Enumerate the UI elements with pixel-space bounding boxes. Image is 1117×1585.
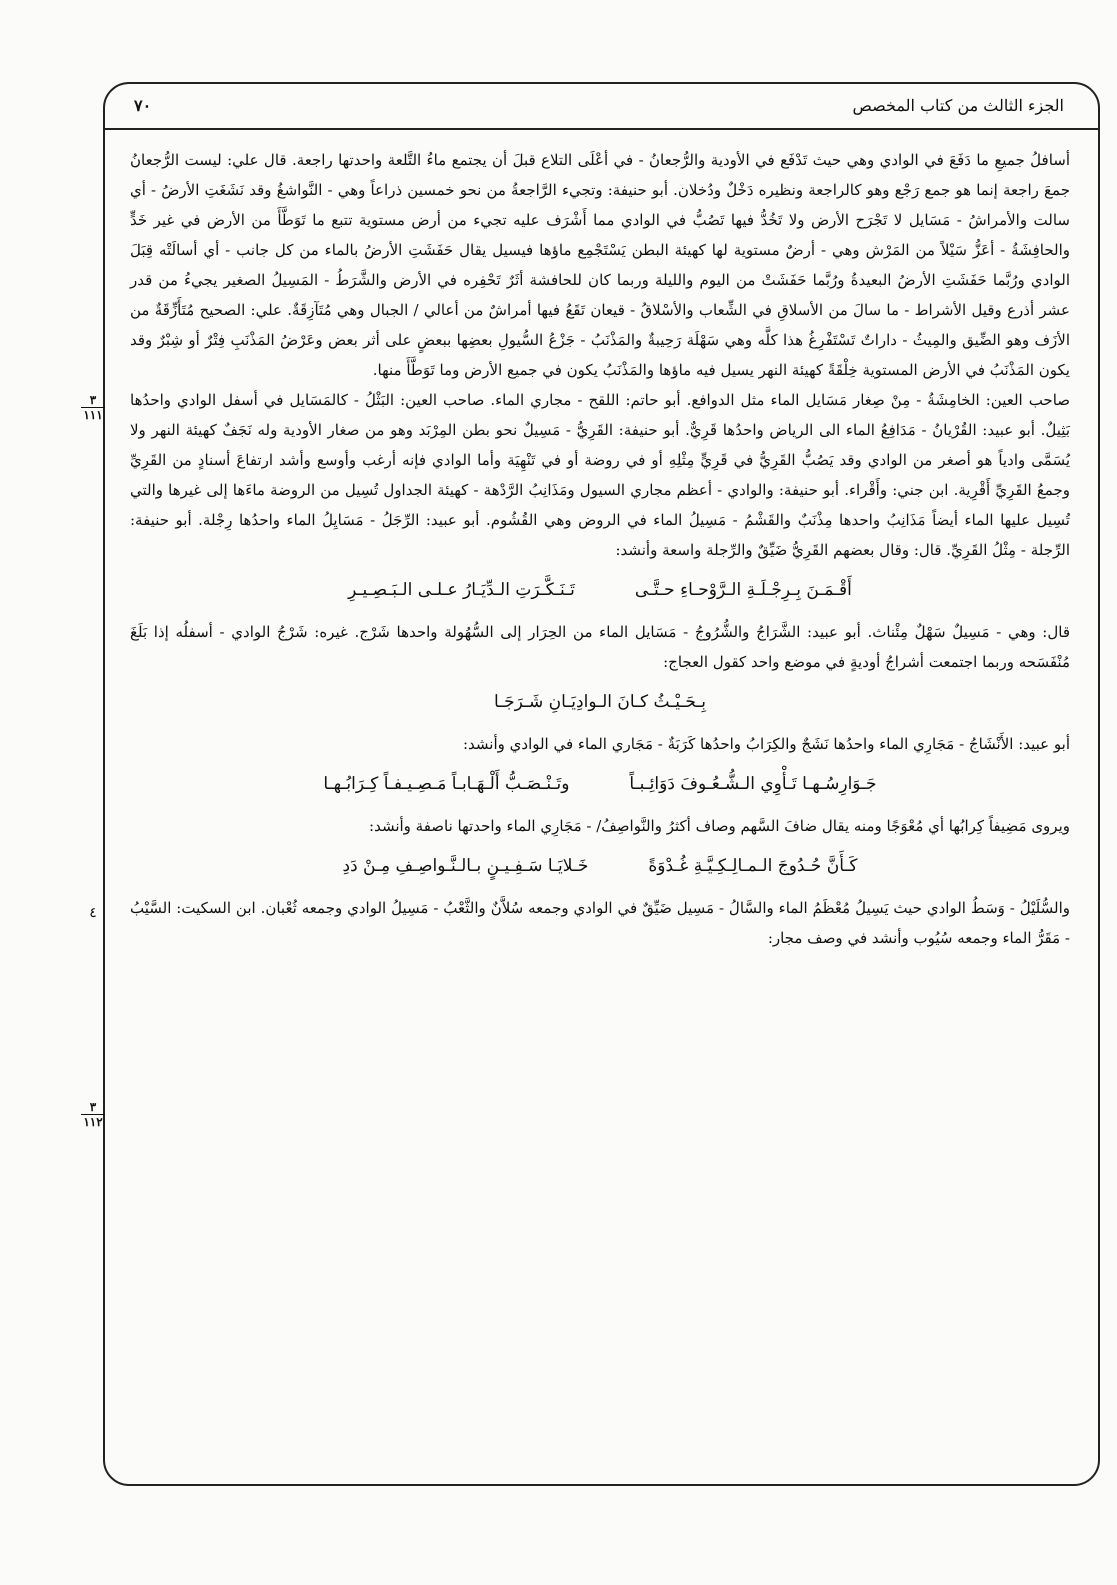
paragraph: أسافلُ جميعِ ما دَفَعَ في الوادي وهي حيث تَدْفَع في الأودية والرُّجعانُ - في أعْلَى التلاع قبلَ أن يجتمع ماءُ التَّلعة واحدتها راجعة. قال علي: ليست الرُّجعانُ جمعَ راجعة إنما هو جمع رَجْع وهو كالراجعة ونظيره دَخْلٌ ودُخلان. أبو حنيفة: وتجيء الرَّاجعةُ من نحو خمسين ذراعاً وهي - النَّواشغُ وقد نَشَغَتِ الأرضُ - أي سالت والأمراشُ - مَسَايل لا تَجْرَح الأرض ولا تَخُدُّ فيها تَصُبُّ في الوادي مما أَشْرَف عليه تجيء من أرض مستوية تتبع ما تَوَطَّأَ من الأرض في غير خَدٍّ والحافِشَةُ - أعَزُّ سَيْلاً من المَرْش وهي - أرضٌ مستوية لها كهيئة البطن يَسْتَجْمِع ماؤها فيسيل يقال حَفَشَتِ الأرضُ بالماء من كل جانب - أي أسالَتْه قِبَلَ الوادي ورُبَّما حَفَشَتِ الأرضُ البعيدةُ ورُبَّما حَفَشَتْ من اليوم والليلة وربما كان للحافشة أثَرٌ تَحْفِره في الأرض والشَّرَطُ - المَسِيلُ الصغير يجيءُ من قدر عشر أذرع وقيل الأشراط - ما سالَ من الأسلاقِ في الشِّعاب والأسْلاقُ - قيعان تَقَعُ فيها أمراشٌ من أعالي / الجبال وهي مُتَآزِقَةٌ. علي: الصحيح مُتَأَزِّقَةٌ من الأزَف وهو الضِّيق والمِيثُ - داراتٌ تَسْتَفْرِغُ هذا كلَّه وهي سَهْلَة رَحِيبةٌ والمَذْنَبُ - جَزْعُ السُّيولِ بعضِها ببعضٍ على أثر بعض وعَرْضُ المَذْنَبِ فِتْرٌ أو شِبْرٌ وقد يكون المَذْنَبُ في الأرض المستوية خِلْقَةً كهيئة النهر يسيل فيه ماؤها والمَذْنَبُ يكون في جميع الأرض وما تَوَطَّأَ منها. (130, 151, 1070, 379)
verse-hemistich: أَقْـمَـنَ بِـرِجْـلَـةِ الـرَّوْحـاءِ حـتَّـى (634, 580, 852, 600)
book-title: الجزء الثالث من كتاب المخصص (852, 95, 1064, 115)
main-text (130, 145, 1070, 953)
margin-note-bottom: ١١٢ (81, 1114, 105, 1129)
verse-hemistich: بِـحَـيْـثُ كـانَ الـوادِيَـانِ شَـرَجَـا (493, 692, 707, 712)
margin-note-bottom: ١١١ (81, 407, 105, 422)
margin-folio-note (78, 1100, 108, 1129)
page-number: ٧٠ (134, 95, 152, 115)
paragraph: قال: وهي - مَسِيلٌ سَهْلٌ مِئْناث. أبو عبيد: الشَّرَاجُ والشُّرُوجُ - مَسَايل الماء من الحِرَار إلى السُّهُولة واحدها شَرْج. غيره: شَرْجُ الوادي - أسفلُه إذا بَلَغَ مُنْفَسَحه وربما اجتمعت أشراجُ أوديةٍ في موضع واحد كقول العجاج: (130, 623, 1070, 671)
verse-hemistich: جَـوَارِسُـهـا تَـأْوِي الـشُّـعُـوفَ دَوَائِـبـاً (629, 774, 877, 794)
header-rule (103, 128, 1100, 130)
margin-mark: ٤ (89, 905, 97, 921)
verse-hemistich: تَـنَـكَّـرَتِ الـدِّيَـارُ عـلـى الـبَـصِـيـرِ (348, 580, 575, 600)
margin-note-top: ٣ (89, 1100, 97, 1114)
verse-line (130, 575, 1070, 605)
verse-hemistich: وتَـنْـصَـبُّ أَلْـهَـابـاً مَـصِـيـفـاً كِـرَابُـهـا (323, 774, 570, 794)
paragraph: أبو عبيد: الأَنْشَاجُ - مَجَارِي الماء واحدُها نَشَجٌ والكِرَابُ واحدُها كَرَبَةٌ - مَجَاري الماء في الوادي وأنشد: (462, 735, 1070, 753)
paragraph: والسُّلَيْلُ - وَسَطُ الوادي حيث يَسِيلُ مُعْظَمُ الماء والسَّالُ - مَسِيل ضَيِّقٌ في الوادي وجمعه سُلاَّنٌ والثَّعْبُ - مَسِيلُ الوادي وجمعه ثُعْبان. ابن السكيت: السَّيْبُ - مَقَرُّ الماء وجمعه سُيُوب وأنشد في وصف مجار: (130, 899, 1070, 947)
margin-folio-note (78, 393, 108, 422)
verse-line (130, 769, 1070, 799)
verse-line (130, 851, 1070, 881)
running-head (134, 90, 1064, 120)
margin-note-top: ٣ (89, 393, 97, 407)
verse-hemistich: خَـلايَـا سَـفِـيـنٍ بـالـنَّـواصِـفِ مِـنْ دَدِ (342, 856, 589, 876)
verse-hemistich: كَـأَنَّ حُـدُوجَ الـمـالِـكِـيَّـةِ غُـدْوَةً (648, 856, 858, 876)
verse-line (130, 687, 1070, 717)
paragraph: ويروى مَضِيفاً كِرابُها أي مُعْوَجًا ومنه يقال ضافَ السَّهم وصاف أكثرُ والنَّواصِفُ/ - مَجَارِي الماء واحدتها ناصفة وأنشد: (369, 817, 1070, 835)
paragraph: صاحب العين: الخامِشَةُ - مِنْ صِغار مَسَايل الماء مثل الدوافع. أبو حاتم: اللقح - مجاري الماء. صاحب العين: البَثْلُ - كالمَسَايل في أسفل الوادي واحدُها بَثِيلٌ. أبو عبيد: القُرْيانُ - مَدَافِعُ الماء الى الرياض واحدُها قَرِيٌّ. أبو حنيفة: القَرِيُّ - مَسِيلٌ نحو بطن المِرْبَد وهو من صغار الأودية وله نَجَفٌ كهيئة النهر ولا يُسَمَّى وادياً هو أصغر من الوادي وقد يَصُبُّ القَرِيُّ في قَرِيٍّ مِثْلِهِ أو في روضة أو في تَنْهِيَة وأما الوادي فإنه أرغب وأوسع وأشد ارتفاعَ أسنادٍ من القَرِيِّ وجمعُ القَرِيِّ أَقْرِية. ابن جني: وأَقْراء. أبو حنيفة: والوادي - أعظم مجاري السيول ومَذَانِبُ الرَّدْهة - كهيئة الجداول تُسِيل من الروضة ماءَها إلى غيرها والتي تُسِيل عليها الماء أيضاً مَذَانِبُ واحدها مِذْنَبٌ والقَشْمُ - مَسِيلُ الماء في الروض وهي القُشُوم. أبو عبيد: الرِّجَلُ - مَسَايِلُ الماء واحدُها رِجْلة. أبو حنيفة: الرِّجلة - مِثْلُ القَرِيِّ. قال: وقال بعضهم القَرِيُّ ضَيِّقٌ والرِّجلة واسعة وأنشد: (130, 391, 1070, 559)
